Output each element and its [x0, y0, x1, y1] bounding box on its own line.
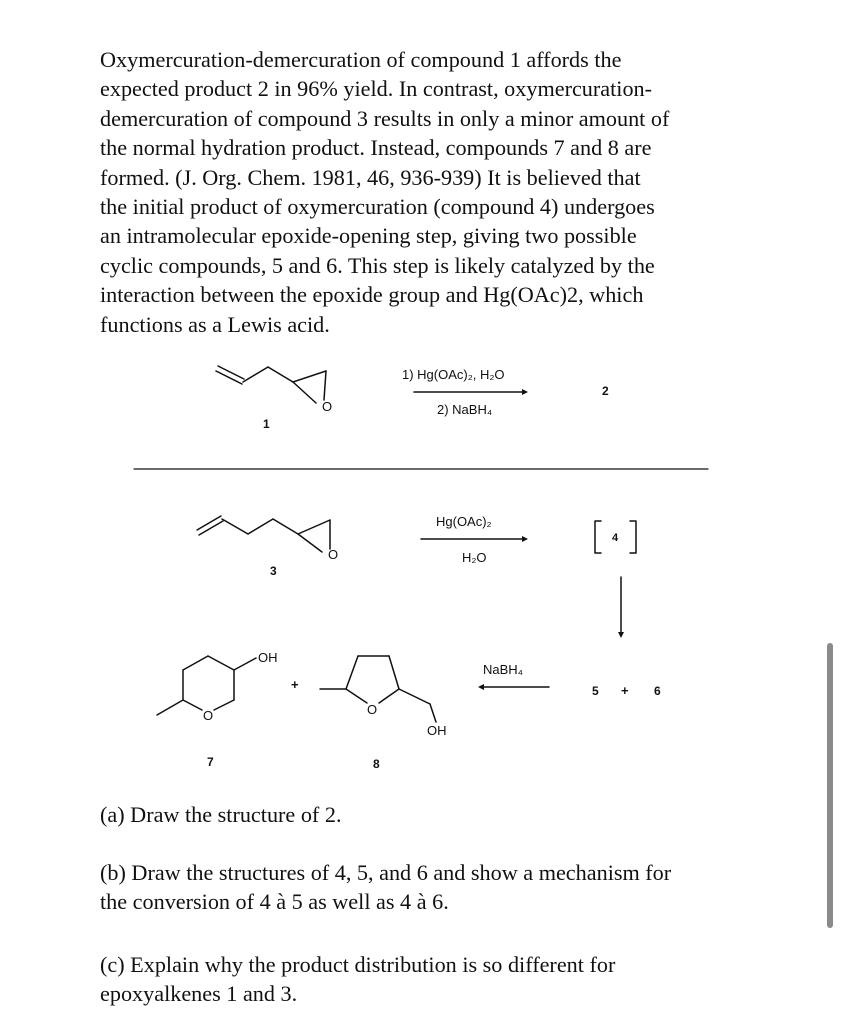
question-c-line: (c) Explain why the product distribution is so different for	[100, 952, 616, 977]
compound-1-label: 1	[263, 417, 270, 431]
paragraph-line: an intramolecular epoxide-opening step, giving two possible	[100, 223, 637, 249]
compound-5-label: 5	[592, 684, 599, 698]
paragraph-line: functions as a Lewis acid.	[100, 311, 330, 337]
reaction3-arrowhead	[478, 684, 484, 690]
compound-4-label: 4	[612, 532, 619, 544]
paragraph-line: Oxymercuration-demercuration of compound 1 affords the	[100, 47, 622, 72]
paragraph-line: demercuration of compound 3 results in only a minor amount of	[100, 105, 670, 131]
question-b-line: (b) Draw the structures of 4, 5, and 6 and show a mechanism for	[100, 860, 672, 885]
compound-7-hydroxyl: OH	[258, 650, 278, 665]
paragraph-line: cyclic compounds, 5 and 6. This step is likely catalyzed by the	[100, 252, 655, 278]
compound-1-structure	[216, 366, 326, 403]
compound-6-label: 6	[654, 684, 661, 698]
question-b-line: the conversion of 4 à 5 as well as 4 à 6.	[100, 889, 449, 915]
compound-8-label: 8	[373, 757, 380, 771]
reaction1-arrowhead	[522, 389, 528, 395]
compound-3-structure	[197, 516, 330, 552]
reaction1-reagent-bottom: 2) NaBH₄	[437, 402, 493, 417]
down-arrowhead	[618, 632, 624, 638]
reaction1-reagent-top: 1) Hg(OAc)₂, H₂O	[402, 367, 505, 382]
paragraph-line: the normal hydration product. Instead, compounds 7 and 8 are	[100, 135, 652, 161]
reaction2-reagent-bottom: H₂O	[462, 550, 487, 565]
epoxide-oxygen-1: O	[322, 399, 333, 414]
paragraph-line: the initial product of oxymercuration (compound 4) undergoes	[100, 194, 655, 220]
reaction3-reagent: NaBH₄	[483, 662, 523, 677]
vertical-scrollbar[interactable]	[827, 643, 833, 928]
paragraph-line: formed. (J. Org. Chem. 1981, 46, 936-939) It is believed that	[100, 164, 641, 190]
compound-7-ring-oxygen: O	[203, 708, 214, 723]
compound-2-label: 2	[602, 384, 609, 398]
paragraph-line: interaction between the epoxide group and Hg(OAc)2, which	[100, 282, 644, 308]
compound-7-structure	[157, 656, 256, 715]
question-c	[100, 950, 760, 1009]
compound-8-ring-oxygen: O	[367, 702, 378, 717]
plus-5-6: +	[621, 683, 629, 698]
plus-7-8: +	[291, 677, 299, 692]
compound-3-label: 3	[270, 564, 277, 578]
question-c-line: epoxyalkenes 1 and 3.	[100, 981, 298, 1007]
reaction2-arrowhead	[522, 536, 528, 542]
compound-8-hydroxyl: OH	[427, 723, 447, 738]
epoxide-oxygen-3: O	[328, 547, 339, 562]
paragraph-line: expected product 2 in 96% yield. In contrast, oxymercuration-	[100, 76, 653, 102]
reaction2-reagent-top: Hg(OAc)₂	[436, 514, 492, 529]
question-b	[100, 858, 760, 917]
compound-7-label: 7	[207, 755, 214, 769]
question-a: (a) Draw the structure of 2.	[100, 802, 342, 827]
compound-8-structure	[320, 656, 436, 722]
